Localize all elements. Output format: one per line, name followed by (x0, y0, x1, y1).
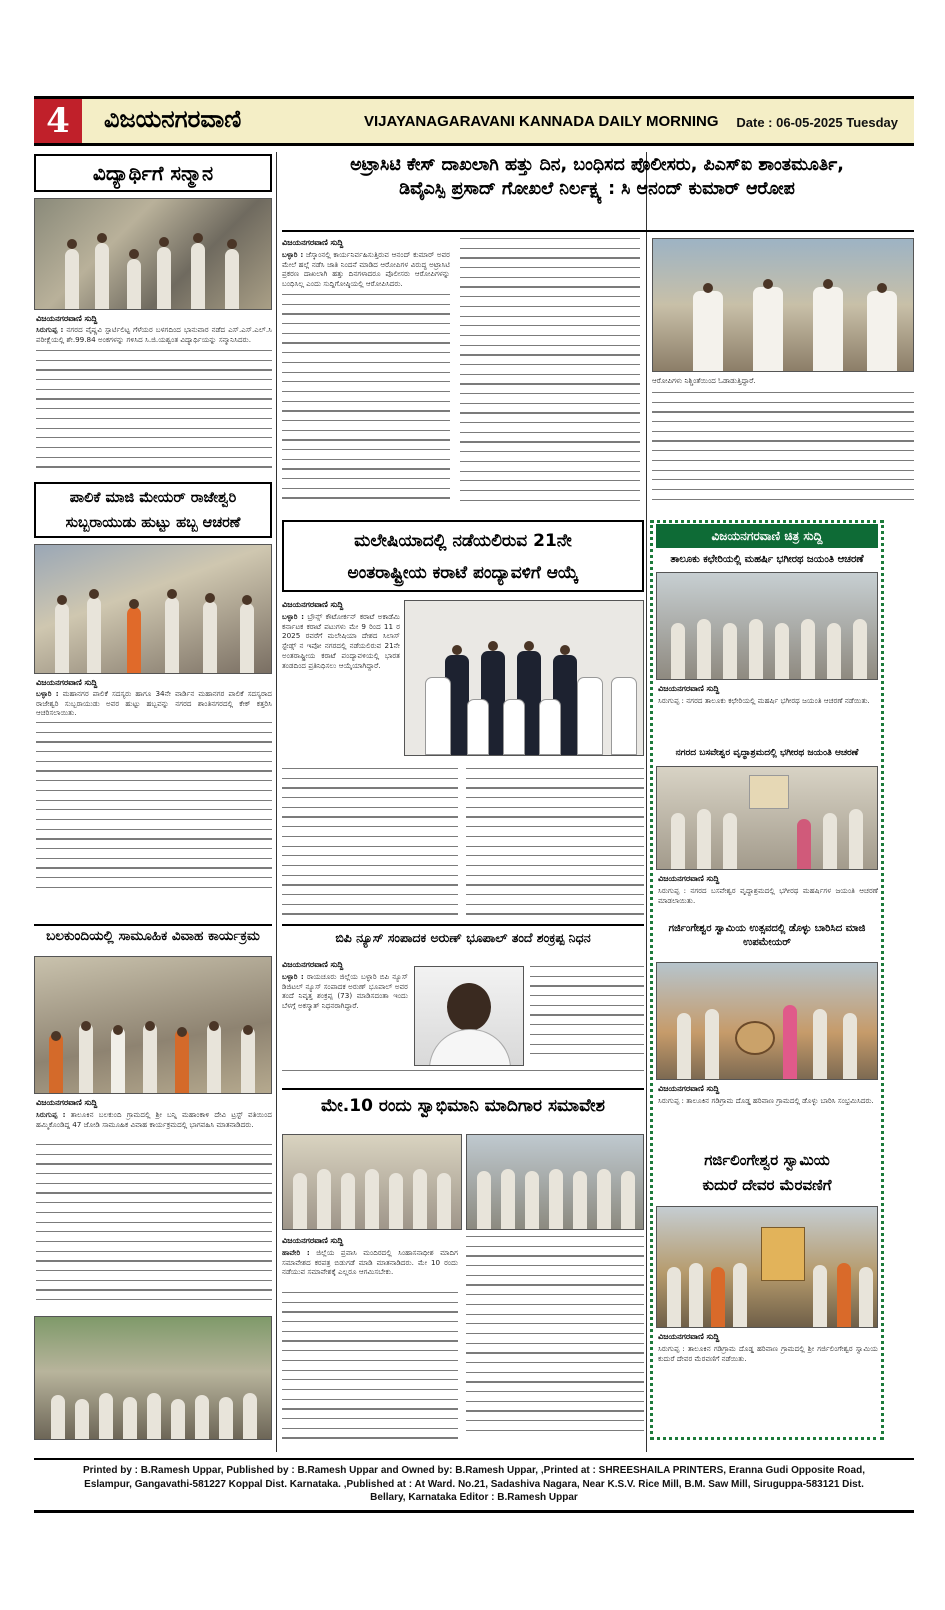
text-lines (36, 1144, 272, 1309)
photo-birthday (34, 544, 272, 674)
place-name: ಸಿರುಗುಪ್ಪ : (36, 325, 64, 334)
photo-student-honor (34, 198, 272, 310)
text-lines (282, 1070, 644, 1082)
footer-rule (34, 1510, 914, 1513)
text-lines (36, 350, 272, 475)
headline-line: ಅಂತರಾಷ್ಟ್ರೀಯ ಕರಾಟೆ ಪಂದ್ಯಾವಳಿಗೆ ಆಯ್ಕೆ (347, 563, 579, 583)
imprint-line: Eslampur, Gangavathi-581227 Koppal Dist. Karnataka. ,Published at : At Ward. No.21, Sadashiva Nagara, Near K.S.V. Rice Mill, B.M. Saw Mill, Siruguppa-583121 Dist. (84, 1478, 864, 1490)
text-lines (460, 238, 640, 510)
section-rule (282, 230, 914, 232)
article-body-atrocity (282, 250, 450, 290)
text-lines (466, 768, 644, 918)
headline-birthday (34, 482, 272, 538)
photo-madiga-1 (282, 1134, 462, 1230)
photo-obituary-portrait (414, 966, 524, 1066)
article-text: ಮಹಾನಗರ ಪಾಲಿಕೆ ಸದಸ್ಯರು ಹಾಗೂ 34ನೇ ವಾರ್ಡಿನ ಮಹಾನಗರ ಪಾಲಿಕೆ ಸದಸ್ಯರಾದ ರಾಜೇಶ್ವರಿ ಸುಬ್ಬರಾಯುಡು ಅವರ ಹುಟ್ಟು ಹಬ್ಬವನ್ನು ನಗರದ ಶಾಂತಿನಗರದಲ್ಲಿ ಕೇಕ್ ಕತ್ತರಿಸಿ ಆಚರಿಸಲಾಯಿತು. (36, 689, 272, 718)
text-lines (282, 768, 458, 918)
place-name: ಹಾವೇರಿ : (282, 1248, 310, 1257)
dateline: ವಿಜಯನಗರವಾಣಿ ಸುದ್ದಿ (658, 684, 720, 693)
newspaper-logo: ವಿಜಯನಗರವಾಣಿ (104, 105, 242, 133)
place-name: ಬಳ್ಳಾರಿ : (282, 972, 304, 981)
place-name: ಬಳ್ಳಾರಿ : (282, 612, 304, 621)
dateline: ವಿಜಯನಗರವಾಣಿ ಸುದ್ದಿ (282, 238, 344, 247)
photo-news-item4-photo (656, 1206, 878, 1328)
place-name: ಬಳ್ಳಾರಿ : (282, 250, 304, 259)
photo-news-item2-title: ನಗರದ ಬಸವೇಶ್ವರ ವೃದ್ಧಾಶ್ರಮದಲ್ಲಿ ಭಗೀರಥ ಜಯಂತಿ ಆಚರಣೆ (675, 748, 859, 758)
article-body-birthday (36, 689, 272, 719)
headline-madiga: ಮೇ.10 ರಂದು ಸ್ವಾಭಿಮಾನಿ ಮಾದಿಗಾರ ಸಮಾವೇಶ (321, 1096, 605, 1116)
text-lines (530, 966, 644, 1066)
photo-karate-team (404, 600, 644, 756)
page-number: 4 (34, 99, 82, 143)
article-text: ಬ್ರೌನ್ಸ್ ಕೌಟೋರ್ಕನ್ ಕರಾಟೆ ಅಕಾಡೆಮಿ ಕರ್ನಾಟಕ ಕರಾಟೆ ಪಟುಗಳು ಮೇ 9 ರಿಂದ 11 ರ 2025 ರವರೆಗೆ ಮಲೇಷಿಯಾ ದೇಶದ ಸಿಲಾಸ್ ಸ್ಟೇಡ್ಸ್ ನ ಇಪೋ ನಗರದಲ್ಲಿ ನಡೆಯಲಿರುವ 21ನೇ ಅಂತರಾಷ್ಟ್ರೀಯ ಕರಾಟೆ ಪಂದ್ಯಾವಳಿಯಲ್ಲಿ ಭಾರತ ತಂಡದಿಂದ ಪ್ರತಿನಿಧಿಸಲು ಆಯ್ಕೆಯಾಗಿದ್ದಾರೆ. (282, 612, 400, 670)
photo-madiga-2 (466, 1134, 644, 1230)
dateline: ವಿಜಯನಗರವಾಣಿ ಸುದ್ದಿ (36, 678, 98, 687)
section-rule (282, 1088, 644, 1090)
headline-line: ಅಟ್ರಾಸಿಟಿ ಕೇಸ್ ದಾಖಲಾಗಿ ಹತ್ತು ದಿನ, ಬಂಧಿಸದ ಪೊಲೀಸರು, ಪಿಎಸ್‌ಐ ಶಾಂತಮೂರ್ತಿ, (350, 155, 844, 175)
issue-date: Date : 06-05-2025 Tuesday (736, 115, 898, 130)
article-text: ರಾಯಚೂರು ಜಿಲ್ಲೆಯ ಬಳ್ಳಾರಿ ಬಿಪಿ ನ್ಯೂಸ್ ಡಿಜಿಟಲ್ ನ್ಯೂಸ್ ಸಂಪಾದಕ ಅರುಣ್ ಭೂಪಾಲ್ ಅವರ ತಂದೆ ನಿವೃತ್ತ ಶಂಕ್ರಪ್ಪ (73) ಮಾಡಿಸದಂತಾ ಇಂದು ಬೆಳಗ್ಗೆ ಅಕಸ್ಮಾತ್ ನಿಧನರಾಗಿದ್ದಾರೆ. (282, 972, 408, 1011)
newspaper-subtitle: VIJAYANAGARAVANI KANNADA DAILY MORNING (364, 113, 719, 130)
headline-line: ಮಲೇಷಿಯಾದಲ್ಲಿ ನಡೆಯಲಿರುವ 21ನೇ (354, 531, 572, 551)
text-lines (652, 392, 914, 510)
article-text: ತಾಲೂಕಿನ ಬಲಕುಂದಿ ಗ್ರಾಮದಲ್ಲಿ ಶ್ರೀ ಬನ್ನಿ ಮಹಾಂಕಾಳಿ ದೇವಿ ಟ್ರಸ್ಟ್ ವತಿಯಿಂದ ಹಮ್ಮಿಕೊಂಡಿದ್ದ 47 ಜೋಡಿ ಸಾಮೂಹಿಕ ವಿವಾಹ ಕಾರ್ಯಕ್ರಮದಲ್ಲಿ ಭಾಗವಹಿಸಿ ಮಾತನಾಡಿದರು. (36, 1110, 272, 1129)
headline-karate (282, 520, 644, 592)
dateline: ವಿಜಯನಗರವಾಣಿ ಸುದ್ದಿ (282, 960, 344, 969)
dateline: ವಿಜಯನಗರವಾಣಿ ಸುದ್ದಿ (658, 1084, 720, 1093)
headline-atrocity (282, 154, 912, 201)
photo-caption-atrocity (652, 376, 914, 388)
masthead (34, 96, 914, 146)
article-body-mass-wedding (36, 1110, 272, 1140)
article-text: ಜೆಸ್ಕಾಂನಲ್ಲಿ ಕಾರ್ಯನಿರ್ವಹಿಸುತ್ತಿರುವ ಆನಂದ್ ಕುಮಾರ್ ಅವರ ಮೇಲೆ ಹಲ್ಲೆ ನಡೆಸಿ ಜಾತಿ ನಿಂದನೆ ಮಾಡಿದ ಆರೋಪಿಗಳ ವಿರುದ್ಧ ಅಟ್ರಾಸಿಟಿ ಪ್ರಕರಣ ದಾಖಲಾಗಿ ಹತ್ತು ದಿನಗಳಾದರೂ ಪೊಲೀಸರು ಆರೋಪಿಗಳನ್ನು ಬಂಧಿಸಿಲ್ಲ ಎಂದು ಸುದ್ದಿಗೋಷ್ಠಿಯಲ್ಲಿ ಆರೋಪಿಸಿದರು. (282, 250, 450, 289)
place-name: ಬಳ್ಳಾರಿ : (36, 689, 59, 698)
photo-news-item4-body: ಸಿರುಗುಪ್ಪ : ತಾಲೂಕಿನ ಗಡಿಗ್ರಾಮ ದೊಡ್ಡ ಹರಿವಾಣ ಗ್ರಾಮದಲ್ಲಿ ಶ್ರೀ ಗರ್ಜಿಲಿಂಗೇಶ್ವರ ಸ್ವಾಮಿಯ ಕುದುರೆ ದೇವರ ಮೆರವಣಿಗೆ ನಡೆಯಿತು. (658, 1344, 878, 1363)
dateline: ವಿಜಯನಗರವಾಣಿ ಸುದ್ದಿ (658, 1332, 720, 1341)
photo-mass-wedding-crowd (34, 1316, 272, 1440)
photo-news-item2-body: ಸಿರುಗುಪ್ಪ : ನಗರದ ಬಸವೇಶ್ವರ ವೃದ್ಧಾಶ್ರಮದಲ್ಲಿ ಭಗೀರಥ ಮಹರ್ಷಿಗಳ ಜಯಂತಿ ಆಚರಣೆ ಮಾಡಲಾಯಿತು. (658, 886, 878, 905)
place-name: ಸಿರುಗುಪ್ಪ : (36, 1110, 66, 1119)
dateline: ವಿಜಯನಗರವಾಣಿ ಸುದ್ದಿ (282, 600, 344, 609)
imprint-line: Bellary, Karnataka Editor : B.Ramesh Uppar (370, 1492, 578, 1503)
headline-line: ಸುಬ್ಬರಾಯುಡು ಹುಟ್ಟು ಹಬ್ಬ ಆಚರಣೆ (65, 515, 241, 531)
photo-news-item1-body: ಸಿರುಗುಪ್ಪ : ನಗರದ ತಾಲೂಕು ಕಛೇರಿಯಲ್ಲಿ ಮಹರ್ಷಿ ಭಗೀರಥ ಜಯಂತಿ ಆಚರಣೆ ನಡೆಯಿತು. (658, 696, 870, 705)
text-lines (36, 722, 272, 892)
headline-line: ಗರ್ಜಿಲಿಂಗೇಶ್ವರ ಸ್ವಾಮಿಯ (704, 1151, 830, 1169)
photo-news-item1-photo (656, 572, 878, 680)
headline-line: ಪಾಲಿಕೆ ಮಾಜಿ ಮೇಯರ್ ರಾಜೇಶ್ವರಿ (69, 490, 237, 506)
photo-news-item3-title: ಗರ್ಜಿಂಗೇಶ್ವರ ಸ್ವಾಮಿಯ ಉತ್ಸವದಲ್ಲಿ ಡೊಳ್ಳು ಬಾರಿಸಿದ ಮಾಜಿ ಉಪಮೇಯರ್ (668, 923, 866, 948)
caption-text: ಆರೋಪಿಗಳು ನಿಶ್ಚಿಂತೆಯಿಂದ ಓಡಾಡುತ್ತಿದ್ದಾರೆ. (652, 376, 756, 385)
dateline: ವಿಜಯನಗರವಾಣಿ ಸುದ್ದಿ (282, 1236, 344, 1245)
section-rule (282, 924, 644, 926)
imprint-footer (34, 1458, 914, 1505)
headline-mass-wedding: ಬಲಕುಂದಿಯಲ್ಲಿ ಸಾಮೂಹಿಕ ವಿವಾಹ ಕಾರ್ಯಕ್ರಮ (46, 928, 260, 944)
dateline: ವಿಜಯನಗರವಾಣಿ ಸುದ್ದಿ (658, 874, 720, 883)
column-divider (276, 152, 277, 1452)
photo-news-title: ವಿಜಯನಗರವಾಣಿ ಚಿತ್ರ ಸುದ್ದಿ (656, 524, 878, 548)
photo-mass-wedding (34, 956, 272, 1094)
headline-student-honor: ವಿದ್ಯಾರ್ಥಿಗೆ ಸನ್ಮಾನ (34, 154, 272, 192)
text-lines (282, 294, 450, 510)
headline-line: ಕುದುರೆ ದೇವರ ಮೆರವಣಿಗೆ (702, 1176, 832, 1194)
photo-news-item2-photo (656, 766, 878, 870)
photo-news-item4-headline (656, 1146, 878, 1202)
photo-news-item3-photo (656, 962, 878, 1080)
column-divider (646, 152, 647, 1452)
headline-obituary: ಬಿಪಿ ನ್ಯೂಸ್ ಸಂಪಾದಕ ಅರುಣ್ ಭೂಪಾಲ್ ತಂದೆ ಶಂಕ್ರಪ್ಪ ನಿಧನ (335, 930, 591, 945)
section-rule (34, 924, 272, 926)
text-lines (466, 1236, 644, 1442)
dateline: ವಿಜಯನಗರವಾಣಿ ಸುದ್ದಿ (36, 1098, 98, 1107)
photo-news-item3-body: ಸಿರುಗುಪ್ಪ : ತಾಲೂಕಿನ ಗಡಿಗ್ರಾಮ ದೊಡ್ಡ ಹರಿವಾಣ ಗ್ರಾಮದಲ್ಲಿ ಡೊಳ್ಳು ಬಾರಿಸಿ ಸಂಭ್ರಮಿಸಿದರು. (658, 1096, 874, 1105)
imprint-line: Printed by : B.Ramesh Uppar, Published by : B.Ramesh Uppar and Owned by: B.Ramesh Uppar, ,Printed at : SHREESHAILA PRINTERS, Eranna Gudi Opposite Road, (83, 1465, 865, 1476)
article-text: ನಗರದ ವೈಷ್ಣವಿ ಸ್ಪಾರ್ಟಿಲಿಟ್ಟ ಗೆಳೆಯರ ಬಳಗದಿಂದ ಭಾನುವಾರ ನಡೆದ ಎಸ್.ಎಸ್.ಎಲ್.ಸಿ ಪರೀಕ್ಷೆಯಲ್ಲಿ ಶೇ.99.84 ಅಂಕಗಳನ್ನು ಗಳಿಸಿದ ಸಿ.ಜಿ.ಯಶ್ವಂತ ವಿದ್ಯಾರ್ಥಿಯನ್ನು ಸನ್ಮಾನಿಸಿದರು. (36, 325, 272, 344)
dateline: ವಿಜಯನಗರವಾಣಿ ಸುದ್ದಿ (36, 314, 98, 323)
photo-news-item1-title: ತಾಲೂಕು ಕಛೇರಿಯಲ್ಲಿ ಮಹರ್ಷಿ ಭಗೀರಥ ಜಯಂತಿ ಆಚರಣೆ (670, 554, 864, 565)
article-body-karate (282, 612, 400, 762)
photo-atrocity-press (652, 238, 914, 372)
article-body-madiga (282, 1248, 458, 1288)
text-lines (282, 1292, 458, 1442)
article-body-obituary (282, 972, 408, 1066)
headline-line: ಡಿವೈಎಸ್ಪಿ ಪ್ರಸಾದ್ ಗೋಖಲೆ ನಿರ್ಲಕ್ಷ್ಯ : ಸಿ ಆನಂದ್ ಕುಮಾರ್ ಆರೋಪ (399, 178, 795, 199)
article-text: ಜಿಲ್ಲೆಯ ಪ್ರವಾಸಿ ಮಂದಿರದಲ್ಲಿ ಸಿಂಹಾಸನಾಧೀಶ ಮಾದಿಗ ಸಮಾವೇಶದ ಕರಪತ್ರ ಬಿಡುಗಡೆ ಮಾಡಿ ಮಾತನಾಡಿದರು. ಮೇ 10 ರಂದು ನಡೆಯುವ ಸಮಾವೇಶಕ್ಕೆ ಎಲ್ಲರೂ ಆಗಮಿಸಬೇಕು. (282, 1248, 458, 1277)
